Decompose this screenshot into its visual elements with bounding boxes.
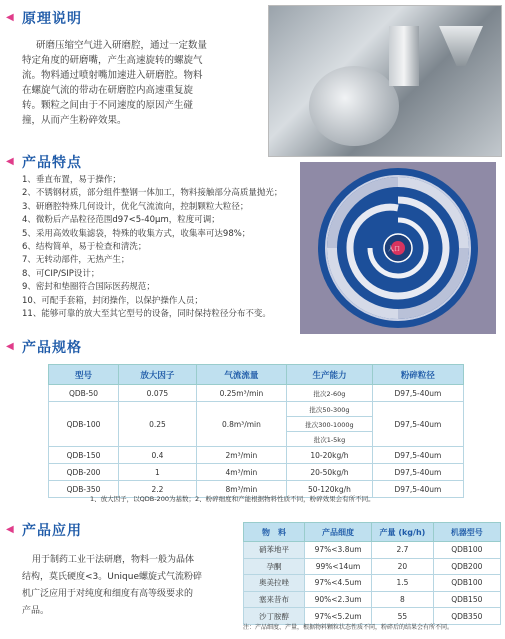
cell-material: 沙丁胺醇: [244, 608, 305, 625]
feature-item: 2、不锈钢材质，部分组件整钢一体加工，物料接触部分高质量抛光；: [22, 188, 283, 199]
cell-capacity: 批次300-1000g: [287, 417, 373, 432]
principle-line: 撞，从而产生粉碎效果。: [22, 115, 127, 126]
cell-size: D97,5-40um: [372, 481, 463, 498]
cell-capacity: 10-20kg/h: [287, 447, 373, 464]
cell-fineness: 90%<2.3um: [304, 591, 371, 608]
application-line: 机广泛应用于对纯度和细度有高等级要求的: [22, 589, 194, 599]
application-text: [22, 552, 240, 620]
specs-note: 1、放大因子，以QDB-200为基数；2、粉碎细度和产能根据物料性质不同，粉碎效果会有所不同。: [90, 495, 375, 503]
cell-model: QDB-150: [49, 447, 119, 464]
feature-item: 4、微粉后产品粒径范围d97<5-40μm，粒度可调；: [22, 215, 220, 226]
column-header: 产量 (kg/h): [372, 523, 433, 542]
cell-output: 55: [372, 608, 433, 625]
application-table: [243, 522, 501, 625]
cell-size: D97,5-40um: [372, 464, 463, 481]
cell-model: QDB-350: [49, 481, 119, 498]
table-row: [244, 542, 501, 559]
principle-text: [22, 38, 262, 128]
cell-output: 8: [372, 591, 433, 608]
cell-factor: 2.2: [119, 481, 197, 498]
cell-size: D97,5-40um: [372, 402, 463, 447]
features-list: [22, 174, 282, 321]
table-row: [244, 558, 501, 575]
cell-model: QDB-200: [49, 464, 119, 481]
cell-output: 1.5: [372, 575, 433, 592]
cell-fineness: 97%<5.2um: [304, 608, 371, 625]
cell-model: QDB-100: [49, 402, 119, 447]
cell-material: 孕酮: [244, 558, 305, 575]
column-header: 放大因子: [119, 365, 197, 385]
machine-photo: [268, 5, 502, 157]
feature-item: 8、可CIP/SIP设计；: [22, 268, 100, 279]
principle-line: 特定角度的研磨嘴，产生高速旋转的螺旋气: [22, 55, 203, 66]
feature-item: 10、可配手套箱，封闭操作，以保护操作人员；: [22, 295, 203, 306]
cell-material: 塞来昔布: [244, 591, 305, 608]
cell-machine: QDB200: [433, 558, 500, 575]
cell-flow: 8m³/min: [196, 481, 286, 498]
cell-material: 硝苯地平: [244, 542, 305, 559]
feature-item: 1、垂直布置，易于操作；: [22, 175, 121, 185]
cell-flow: 4m³/min: [196, 464, 286, 481]
cell-machine: QDB100: [433, 542, 500, 559]
application-line: 用于制药工业干法研磨，物料一般为晶体: [32, 555, 195, 565]
table-row: [49, 402, 464, 417]
application-title: 产品应用: [22, 523, 82, 539]
cell-capacity: 批次1-5kg: [287, 432, 373, 447]
principle-line: 在螺旋气流的带动在研磨腔内高速重复旋: [22, 85, 194, 96]
application-line: 产品。: [22, 606, 50, 616]
cell-flow: 0.8m³/min: [196, 402, 286, 447]
principle-line: 研磨压缩空气进入研磨腔，通过一定数量: [36, 40, 208, 51]
specs-table: [48, 364, 464, 498]
cell-flow: 0.25m³/min: [196, 385, 286, 402]
features-title: 产品特点: [22, 155, 82, 171]
cell-fineness: 99%<14um: [304, 558, 371, 575]
table-header-row: [49, 365, 464, 385]
cell-fineness: 97%<4.5um: [304, 575, 371, 592]
feature-item: 5、采用高效收集滤袋，特殊的收集方式，收集率可达98%；: [22, 228, 251, 239]
cell-factor: 0.075: [119, 385, 197, 402]
table-row: [244, 575, 501, 592]
cell-size: D97,5-40um: [372, 385, 463, 402]
cell-factor: 0.4: [119, 447, 197, 464]
application-note: 注：产品细度、产量，根据物料颗粒状态性质不同，粉碎后的结果会有所不同。: [243, 624, 454, 631]
cell-capacity: 批次50-300g: [287, 402, 373, 417]
cell-capacity: 20-50kg/h: [287, 464, 373, 481]
cell-capacity: 50-120kg/h: [287, 481, 373, 498]
column-header: 粉碎粒径: [372, 365, 463, 385]
table-header-row: [244, 523, 501, 542]
column-header: 气流流量: [196, 365, 286, 385]
cell-flow: 2m³/min: [196, 447, 286, 464]
feature-item: 11、能够可靠的放大至其它型号的设备，同时保持粒径分布不变。: [22, 309, 271, 320]
cell-machine: QDB350: [433, 608, 500, 625]
cell-factor: 1: [119, 464, 197, 481]
table-row: [244, 591, 501, 608]
column-header: 物 料: [244, 523, 305, 542]
cell-output: 20: [372, 558, 433, 575]
cell-fineness: 97%<3.8um: [304, 542, 371, 559]
application-line: 结构，莫氏硬度<3。Unique螺旋式气流粉碎: [22, 572, 203, 582]
feature-item: 7、无转动部件，无热产生；: [22, 255, 130, 266]
principle-line: 流。物料通过喷射嘴加速进入研磨腔。物料: [22, 70, 203, 81]
cell-machine: QDB150: [433, 591, 500, 608]
section-marker-icon: ◀: [6, 12, 14, 23]
cell-material: 奥美拉唑: [244, 575, 305, 592]
specs-title: 产品规格: [22, 340, 82, 356]
cell-capacity: 批次2-60g: [287, 385, 373, 402]
cell-machine: QDB100: [433, 575, 500, 592]
feature-item: 6、结构简单，易于检查和清洗；: [22, 242, 147, 253]
section-marker-icon: ◀: [6, 524, 14, 535]
column-header: 产品细度: [304, 523, 371, 542]
cell-factor: 0.25: [119, 402, 197, 447]
section-marker-icon: ◀: [6, 156, 14, 167]
principle-line: 转。颗粒之间由于不同速度的原因产生碰: [22, 100, 194, 111]
column-header: 生产能力: [287, 365, 373, 385]
table-row: [49, 385, 464, 402]
cell-model: QDB-50: [49, 385, 119, 402]
diagram-label: 入口: [388, 246, 401, 253]
column-header: 型号: [49, 365, 119, 385]
table-row: [49, 464, 464, 481]
principle-title: 原理说明: [22, 11, 82, 27]
section-marker-icon: ◀: [6, 341, 14, 352]
feature-item: 9、密封和垫圈符合国际医药规范；: [22, 282, 155, 293]
column-header: 机器型号: [433, 523, 500, 542]
cell-size: D97,5-40um: [372, 447, 463, 464]
cell-output: 2.7: [372, 542, 433, 559]
table-row: [49, 447, 464, 464]
feature-item: 3、研磨腔特殊几何设计，优化气流流向，控制颗粒大粒径；: [22, 201, 249, 212]
